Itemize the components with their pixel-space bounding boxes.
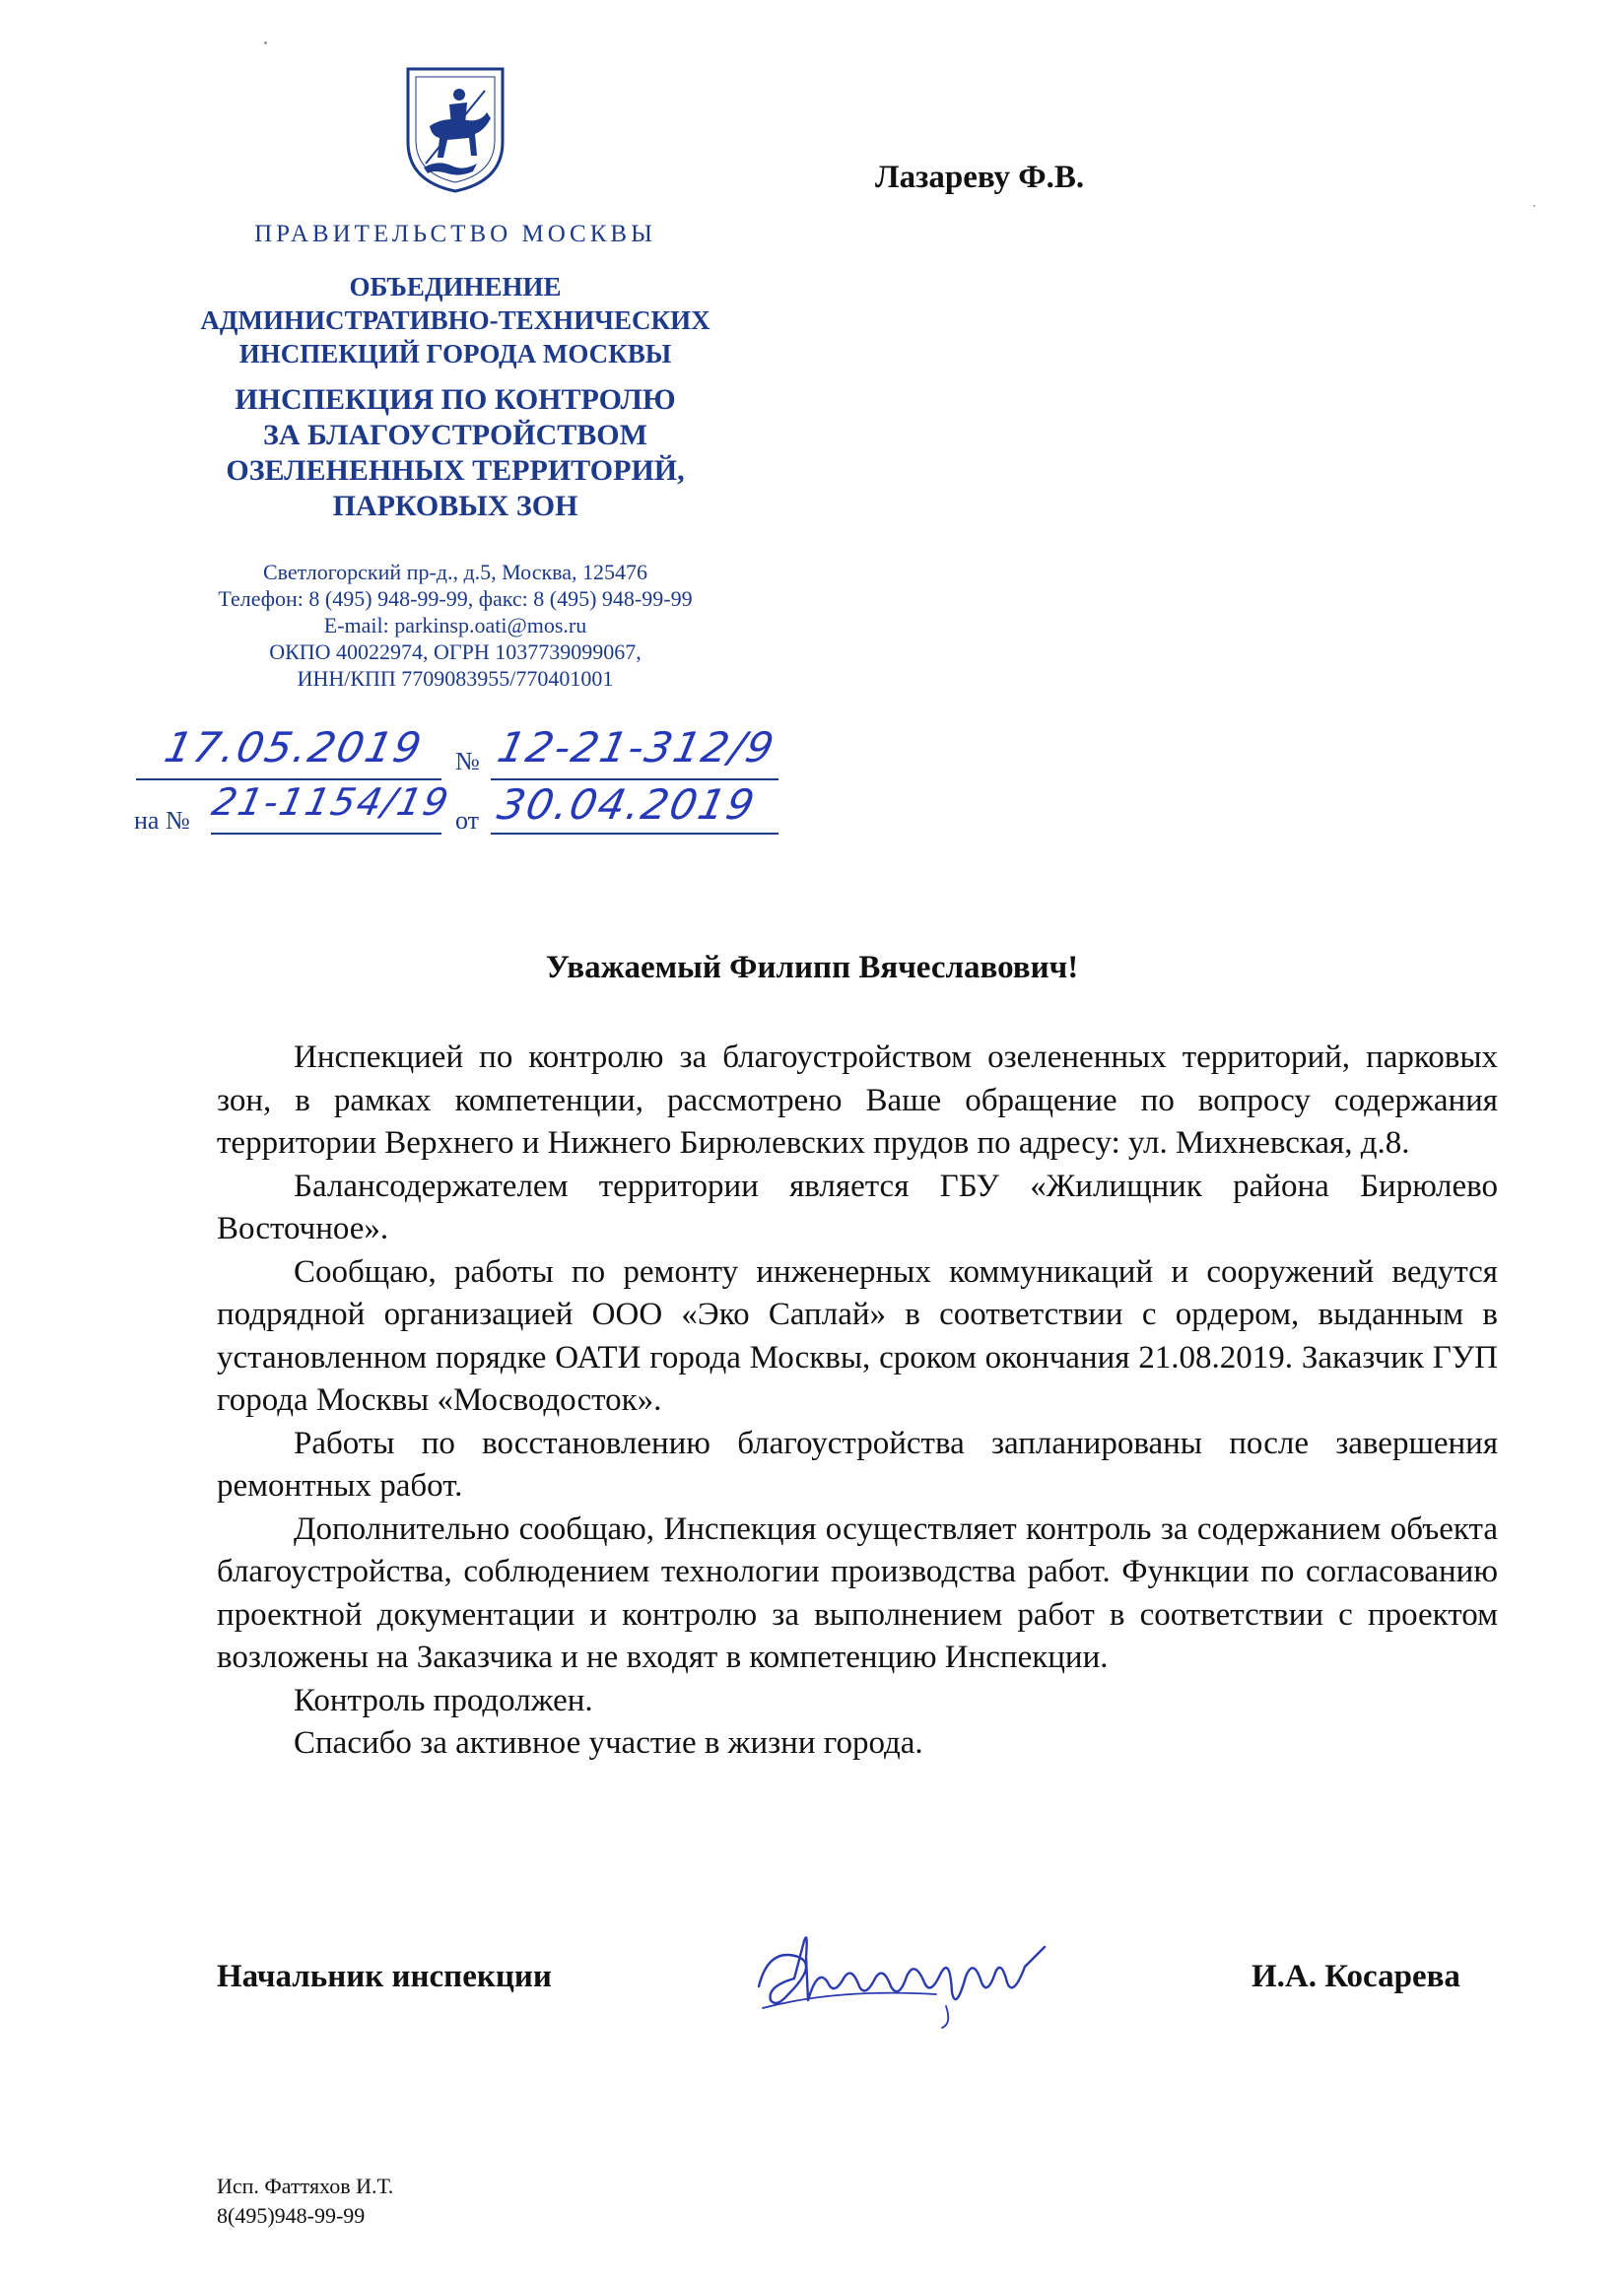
paragraph: Инспекцией по контролю за благоустройством озелененных территорий, парковых зон, в рамках компетенции, рассмотрено Ваше обращение по вопросу содержания территории Верхнего и Нижнего Бирюлевских прудов по адресу: ул. Михневская, д.8. — [217, 1040, 1498, 1161]
handwritten-signature — [749, 1917, 1064, 2036]
outgoing-number: 12-21-312/9 — [493, 723, 780, 772]
paragraph: Балансодержателем территории является ГБУ «Жилищник района Бирюлево Восточное». — [217, 1168, 1498, 1246]
paragraph: Спасибо за активное участие в жизни города. — [294, 1725, 923, 1761]
scan-speck — [264, 41, 267, 44]
association-name: ОБЪЕДИНЕНИЕ АДМИНИСТРАТИВНО-ТЕХНИЧЕСКИХ ИНСПЕКЦИЙ ГОРОДА МОСКВЫ — [200, 272, 710, 369]
paragraph: Работы по восстановлению благоустройства запланированы после завершения ремонтных работ. — [217, 1425, 1498, 1504]
paragraph: Контроль продолжен. — [294, 1682, 593, 1718]
addressee: Лазареву Ф.В. — [875, 160, 1085, 195]
reply-date: 30.04.2019 — [493, 780, 761, 829]
signatory-name: И.А. Косарева — [1252, 1959, 1460, 1994]
reply-label: на № — [134, 806, 190, 835]
reply-number: 21-1154/19 — [208, 780, 454, 824]
signatory-title: Начальник инспекции — [217, 1959, 552, 1994]
from-label: от — [455, 806, 480, 835]
executor-info: Исп. Фаттяхов И.Т. 8(495)948-99-99 — [217, 2174, 394, 2228]
government-name: ПРАВИТЕЛЬСТВО МОСКВЫ — [254, 221, 656, 247]
number-label: № — [455, 747, 480, 775]
paragraph: Сообщаю, работы по ремонту инженерных коммуникаций и сооружений ведутся подрядной организацией ООО «Эко Саплай» в соответствии с ордером, выданным в установленном порядке ОАТИ города Москвы, сроком окончания 21.08.2019. Заказчик ГУП города Москвы «Мосводосток». — [217, 1253, 1498, 1418]
inspection-name: ИНСПЕКЦИЯ ПО КОНТРОЛЮ ЗА БЛАГОУСТРОЙСТВОМ ОЗЕЛЕНЕННЫХ ТЕРРИТОРИЙ, ПАРКОВЫХ ЗОН — [226, 383, 685, 522]
paragraph: Дополнительно сообщаю, Инспекция осуществляет контроль за содержанием объекта благоустройства, соблюдением технологии производства работ. Функции по согласованию проектной документации и контролю за выполнением работ в соответствии с проектом возложены на Заказчика и не входят в компетенцию Инспекции. — [217, 1510, 1498, 1675]
salutation: Уважаемый Филипп Вячеславович! — [545, 950, 1079, 985]
moscow-coat-of-arms-icon — [404, 65, 507, 195]
letter-body — [217, 1037, 1498, 1766]
reply-number-line — [211, 833, 441, 835]
scan-speck — [1533, 205, 1535, 207]
outgoing-date: 17.05.2019 — [160, 723, 428, 772]
contact-details: Светлогорский пр-д., д.5, Москва, 125476 Телефон: 8 (495) 948-99-99, факс: 8 (495) 948-99-99 E-mail: parkinsp.oati@mos.ru ОКПО 40022974, ОГРН 1037739099067, ИНН/КПП 7709083955/770401001 — [218, 560, 693, 691]
reply-date-line — [491, 833, 778, 835]
